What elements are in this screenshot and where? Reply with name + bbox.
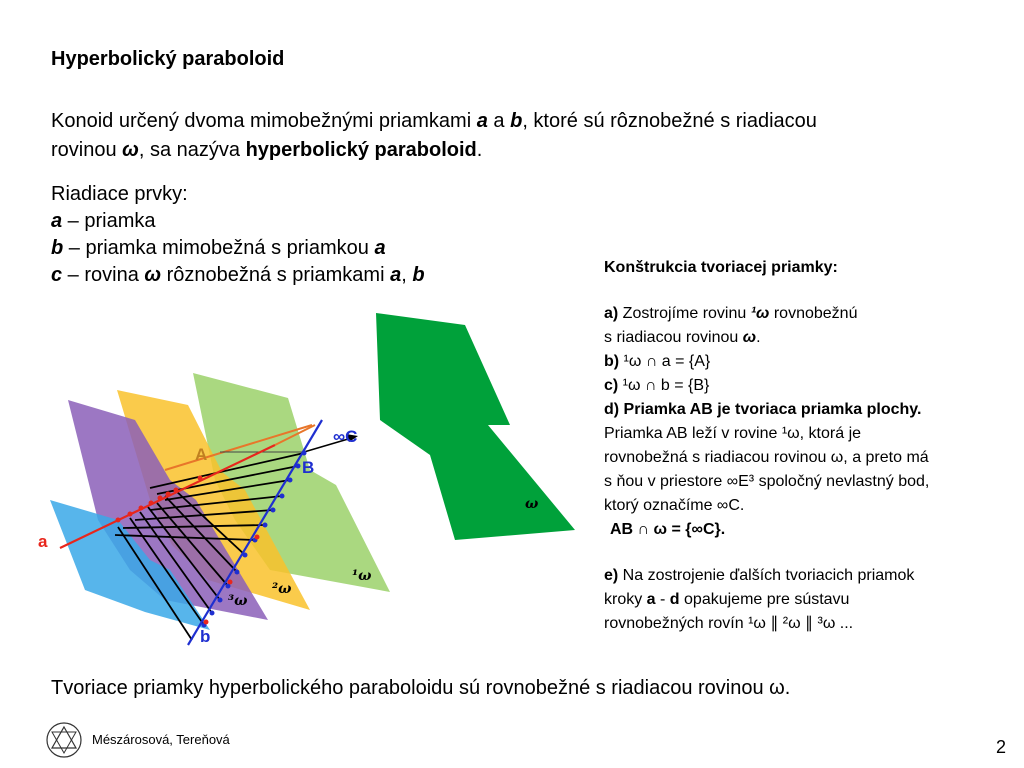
intro-text: . bbox=[476, 139, 483, 161]
page-number: 2 bbox=[996, 737, 1007, 757]
slide-title: Hyperbolický paraboloid bbox=[51, 48, 285, 70]
symbol-a: a bbox=[476, 110, 488, 132]
symbol-b: b bbox=[412, 264, 425, 286]
step-e-planes: rovnobežných rovín ¹ω ∥ ²ω ∥ ³ω ... bbox=[604, 615, 854, 632]
step-label: b) bbox=[604, 353, 620, 370]
element-text: – priamka bbox=[62, 210, 156, 232]
step-label: a) bbox=[604, 305, 619, 322]
intro-text: rovinou bbox=[51, 139, 123, 161]
plane-omega bbox=[376, 313, 575, 540]
element-text: – priamka mimobežná s priamkou bbox=[63, 237, 375, 259]
label-A: A bbox=[195, 445, 208, 464]
symbol-a: a bbox=[374, 237, 386, 259]
step-d-text-2: rovnobežná s riadiacou rovinou ω, a preto má bbox=[604, 449, 929, 466]
construction-panel bbox=[604, 256, 1014, 636]
author-credit: Mészárosová, Tereňová bbox=[92, 732, 230, 747]
intro-text: , sa nazýva bbox=[138, 139, 246, 161]
element-text: , bbox=[401, 264, 413, 286]
step-e-cont bbox=[604, 588, 1014, 612]
construction-heading: Konštrukcia tvoriacej priamky: bbox=[604, 259, 838, 276]
step-text: ¹ω ∩ b = {B} bbox=[618, 377, 710, 394]
label-B: B bbox=[302, 458, 315, 477]
step-d-text-3: s ňou v priestore ∞E³ spoločný nevlastný bod, bbox=[604, 473, 930, 490]
omega-symbol: ω bbox=[122, 139, 139, 161]
step-d: d) Priamka AB je tvoriaca priamka plochy. bbox=[604, 401, 922, 418]
omega-symbol: ω bbox=[144, 264, 162, 286]
symbol-d: d bbox=[669, 591, 680, 608]
omega-symbol: ¹ω bbox=[750, 305, 770, 322]
label-1omega: ¹ω bbox=[352, 568, 372, 584]
step-text: - bbox=[655, 591, 670, 608]
step-a-cont bbox=[604, 326, 1014, 350]
omega-symbol: ω bbox=[742, 329, 757, 346]
step-d-text-5: AB ∩ ω = {∞C}. bbox=[610, 521, 726, 538]
step-text: . bbox=[756, 329, 761, 346]
label-C: ∞C bbox=[333, 427, 358, 446]
label-2omega: ²ω bbox=[272, 581, 292, 597]
symbol-a: a bbox=[646, 591, 656, 608]
label-3omega: ³ω bbox=[228, 593, 248, 609]
step-text: kroky bbox=[604, 591, 647, 608]
intro-text: a bbox=[487, 110, 511, 132]
label-b: b bbox=[200, 627, 211, 646]
step-d-text-4: ktorý označíme ∞C. bbox=[604, 497, 745, 514]
intro-text: , ktoré sú rôznobežné s riadiacou bbox=[522, 110, 817, 132]
step-d-text-1: Priamka AB leží v rovine ¹ω, ktorá je bbox=[604, 425, 862, 442]
step-a bbox=[604, 302, 1014, 326]
step-text: opakujeme pre sústavu bbox=[679, 591, 850, 608]
conclusion-statement: Tvoriace priamky hyperbolického paraboloidu sú rovnobežné s riadiacou rovinou ω. bbox=[51, 677, 791, 699]
step-label: c) bbox=[604, 377, 619, 394]
step-text: Zostrojíme rovinu bbox=[618, 305, 751, 322]
element-text: – rovina bbox=[62, 264, 145, 286]
step-c bbox=[604, 374, 1014, 398]
label-omega: ω bbox=[525, 496, 539, 512]
spacer bbox=[604, 542, 1014, 564]
directing-elements-heading: Riadiace prvky: bbox=[51, 183, 188, 205]
symbol-b: b bbox=[51, 237, 64, 259]
symbol-a: a bbox=[390, 264, 402, 286]
step-label: e) bbox=[604, 567, 619, 584]
step-text: rovnobežnú bbox=[769, 305, 858, 322]
symbol-a: a bbox=[51, 210, 63, 232]
step-b bbox=[604, 350, 1014, 374]
step-text: ¹ω ∩ a = {A} bbox=[619, 353, 711, 370]
step-text: s riadiacou rovinou bbox=[604, 329, 743, 346]
symbol-c: c bbox=[51, 264, 63, 286]
element-text: rôznobežná s priamkami bbox=[161, 264, 391, 286]
step-text: Na zostrojenie ďalších tvoriacich priamok bbox=[618, 567, 915, 584]
step-e bbox=[604, 564, 1014, 588]
label-a: a bbox=[38, 532, 48, 551]
term-hyperbolic-paraboloid: hyperbolický paraboloid bbox=[245, 139, 477, 161]
intro-text: Konoid určený dvoma mimobežnými priamkami bbox=[51, 110, 477, 132]
symbol-b: b bbox=[510, 110, 523, 132]
triangle-circle-logo-icon bbox=[44, 720, 84, 760]
